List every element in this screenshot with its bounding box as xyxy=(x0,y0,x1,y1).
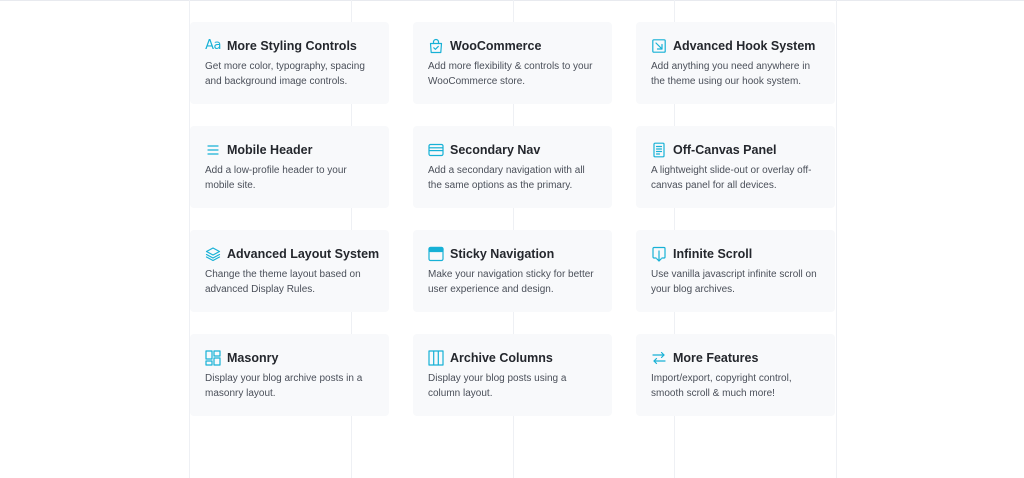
sticky-window-icon xyxy=(428,246,444,262)
feature-description: Add anything you need anywhere in the theme using our hook system. xyxy=(651,61,811,87)
feature-description: Add more flexibility & controls to your WooCommerce store. xyxy=(428,61,593,87)
swap-arrows-icon xyxy=(651,350,667,366)
menu-lines-icon xyxy=(205,142,221,158)
feature-title: More Features xyxy=(673,351,759,365)
feature-description: A lightweight slide-out or overlay off-canvas panel for all devices. xyxy=(651,165,812,191)
feature-card-mobile-header xyxy=(190,126,389,208)
features-grid xyxy=(190,22,835,416)
feature-card-infinite-scroll xyxy=(636,230,835,312)
feature-description: Use vanilla javascript infinite scroll on your blog archives. xyxy=(651,269,817,295)
feature-card-more-styling-controls xyxy=(190,22,389,104)
masonry-grid-icon xyxy=(205,350,221,366)
feature-description: Import/export, copyright control, smooth scroll & much more! xyxy=(651,373,792,399)
feature-heading xyxy=(428,37,600,55)
feature-heading xyxy=(651,245,823,263)
top-divider xyxy=(0,0,1024,1)
feature-card-advanced-hook-system xyxy=(636,22,835,104)
feature-title: Off-Canvas Panel xyxy=(673,143,777,157)
feature-title: Sticky Navigation xyxy=(450,247,555,261)
feature-heading xyxy=(205,37,377,55)
feature-card-advanced-layout-system xyxy=(190,230,389,312)
feature-card-masonry xyxy=(190,334,389,416)
feature-heading xyxy=(205,349,377,367)
shopping-bag-icon xyxy=(428,38,444,54)
feature-heading xyxy=(651,141,823,159)
feature-title: Advanced Hook System xyxy=(673,39,816,53)
feature-title: WooCommerce xyxy=(450,39,542,53)
scroll-down-icon xyxy=(651,246,667,262)
feature-card-secondary-nav xyxy=(413,126,612,208)
feature-heading xyxy=(428,349,600,367)
document-panel-icon xyxy=(651,142,667,158)
feature-heading xyxy=(651,349,823,367)
feature-card-off-canvas-panel xyxy=(636,126,835,208)
feature-description: Display your blog posts using a column layout. xyxy=(428,373,567,399)
feature-description: Add a secondary navigation with all the same options as the primary. xyxy=(428,165,585,191)
feature-heading xyxy=(428,245,600,263)
feature-heading xyxy=(205,141,377,159)
feature-title: Secondary Nav xyxy=(450,143,541,157)
feature-card-sticky-navigation xyxy=(413,230,612,312)
feature-description: Add a low-profile header to your mobile site. xyxy=(205,165,347,191)
feature-heading xyxy=(205,245,380,263)
hook-arrow-icon xyxy=(651,38,667,54)
feature-title: Masonry xyxy=(227,351,279,365)
feature-card-archive-columns xyxy=(413,334,612,416)
layout-guide-line xyxy=(836,0,837,478)
font-aa-icon: Aa xyxy=(205,38,221,53)
feature-title: More Styling Controls xyxy=(227,39,357,53)
columns-icon xyxy=(428,350,444,366)
feature-description: Change the theme layout based on advanced Display Rules. xyxy=(205,269,361,295)
feature-title: Mobile Header xyxy=(227,143,313,157)
feature-description: Make your navigation sticky for better user experience and design. xyxy=(428,269,594,295)
feature-title: Archive Columns xyxy=(450,351,553,365)
layers-icon xyxy=(205,246,221,262)
feature-card-more-features xyxy=(636,334,835,416)
feature-title: Infinite Scroll xyxy=(673,247,753,261)
browser-nav-icon xyxy=(428,142,444,158)
feature-description: Get more color, typography, spacing and background image controls. xyxy=(205,61,365,87)
feature-description: Display your blog archive posts in a masonry layout. xyxy=(205,373,363,399)
feature-title: Advanced Layout System xyxy=(227,247,380,261)
feature-heading xyxy=(428,141,600,159)
feature-card-woocommerce xyxy=(413,22,612,104)
feature-heading xyxy=(651,37,823,55)
